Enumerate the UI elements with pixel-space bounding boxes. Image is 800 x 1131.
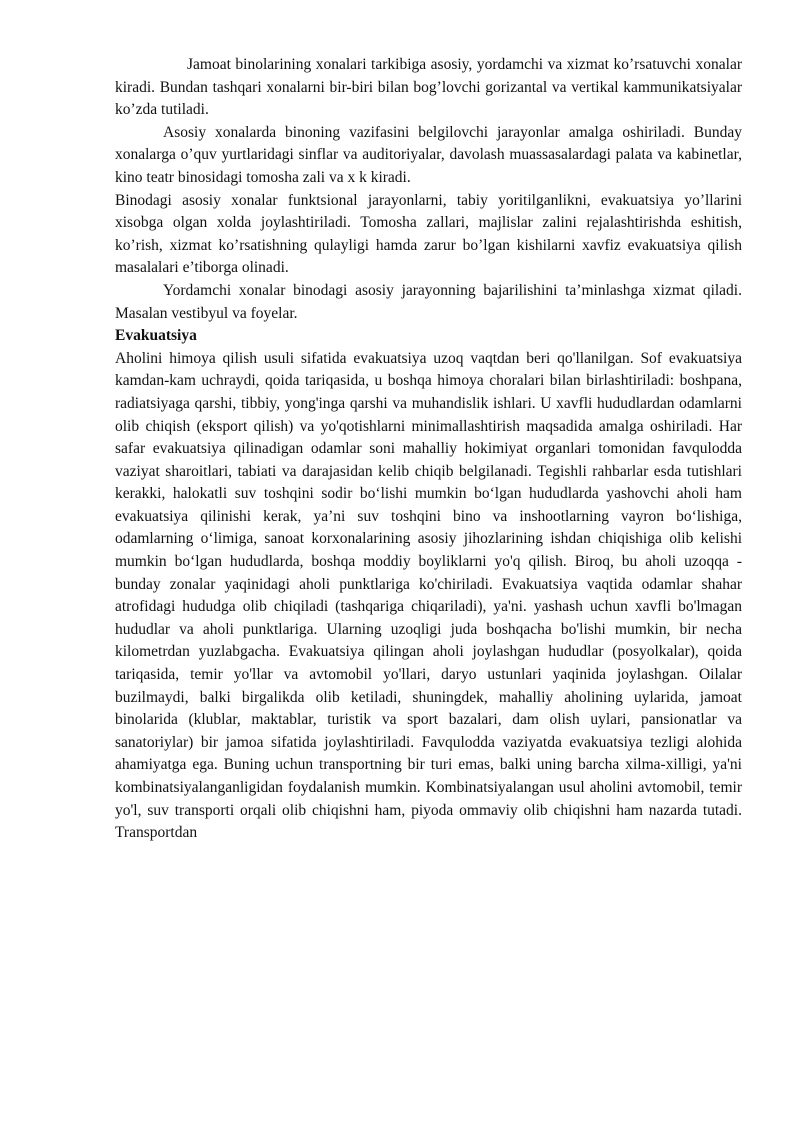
- document-page: [115, 54, 742, 845]
- paragraph-main-rooms: Asosiy xonalarda binoning vazifasini belgilovchi jarayonlar amalga oshiriladi. Bunday xonalarga o’quv yurtlaridagi sinflar va auditoriyalar, davolash muassasalardagi palata va kabinetlar, kino teatr binosidagi tomosha zali va x k kiradi.: [115, 123, 742, 186]
- paragraph-building-rooms: Jamoat binolarining xonalari tarkibiga asosiy, yordamchi va xizmat ko’rsatuvchi xonalar kiradi. Bundan tashqari xonalarni bir-biri bilan bog’lovchi gorizantal va vertikal kammunikatsiyalar ko’zda tutiladi.: [115, 56, 742, 119]
- paragraph-auxiliary-rooms: Yordamchi xonalar binodagi asosiy jarayonning bajarilishini ta’minlashga xizmat qiladi. Masalan vestibyul va foyelar.: [115, 281, 742, 322]
- paragraph-room-placement: Binodagi asosiy xonalar funktsional jarayonlarni, tabiy yoritilganlikni, evakuatsiya yo’llarini xisobga olgan xolda joylashtiriladi. Tomosha zallari, majlislar zalini rejalashtirishda eshitish, ko’rish, xizmat ko’rsatishning qulayligi hamda zarur bo’lgan kishilarni xavfiz evakuatsiya qilish masalalari e’tiborga olinadi.: [115, 191, 742, 277]
- paragraph-evacuation: Aholini himoya qilish usuli sifatida evakuatsiya uzoq vaqtdan beri qo'llanilgan. Sof evakuatsiya kamdan-kam uchraydi, qoida tariqasida, u boshqa himoya choralari bilan birlashtiriladi: boshpana, radiatsiyaga qarshi, tibbiy, yong'inga qarshi va muhandislik ishlari. U xavfli hududlardan odamlarni olib chiqish (eksport qilish) va yo'qotishlarni minimallashtirish maqsadida amalga oshiriladi. Har safar evakuatsiya qilinadigan odamlar soni mahalliy hokimiyat organlari tomonidan favqulodda vaziyat sharoitlari, tabiati va darajasidan kelib chiqib belgilanadi. Tegishli rahbarlar esda tutishlari kerakki, halokatli suv toshqini sodir bo‘lishi mumkin bo‘lgan hududlarda yashovchi aholi ham evakuatsiya qilinishi kerak, ya’ni suv toshqini bino va inshootlarning vayron bo‘lishiga, odamlarning o‘limiga, sanoat korxonalarining asosiy jihozlarining ishdan chiqishiga olib kelishi mumkin bo‘lgan hududlarda, boshqa moddiy boyliklarni yo'q qilish. Biroq, bu aholi uzoqqa - bunday zonalar yaqinidagi aholi punktlariga ko'chiriladi. Evakuatsiya vaqtida odamlar shahar atrofidagi hududga olib chiqiladi (tashqariga chiqariladi), ya'ni. yashash uchun xavfli bo'lmagan hududlar va aholi punktlariga. Ularning uzoqligi juda boshqacha bo'lishi mumkin, bir necha kilometrdan yuzlabgacha. Evakuatsiya qilingan aholi joylashgan hududlar (posyolkalar), qoida tariqasida, temir yo'llar va avtomobil yo'llari, daryo ustunlari yaqinida joylashgan. Oilalar buzilmaydi, balki birgalikda olib ketiladi, shuningdek, mahalliy aholining uylarida, jamoat binolarida (klublar, maktablar, turistik va sport bazalari, dam olish uylari, pansionatlar va sanatoriylar) bir jamoa sifatida joylashtiriladi. Favqulodda vaziyatda evakuatsiya tezligi alohida ahamiyatga ega. Buning uchun transportning bir turi emas, balki uning barcha xilma-xilligi, ya'ni kombinatsiyalanganligidan foydalanish mumkin. Kombinatsiyalangan usul aholini avtomobil, temir yo'l, suv transporti orqali olib chiqishni ham, piyoda ommaviy olib chiqishni ham nazarda tutadi. Transportdan: [115, 349, 742, 842]
- section-heading: Evakuatsiya: [115, 327, 197, 345]
